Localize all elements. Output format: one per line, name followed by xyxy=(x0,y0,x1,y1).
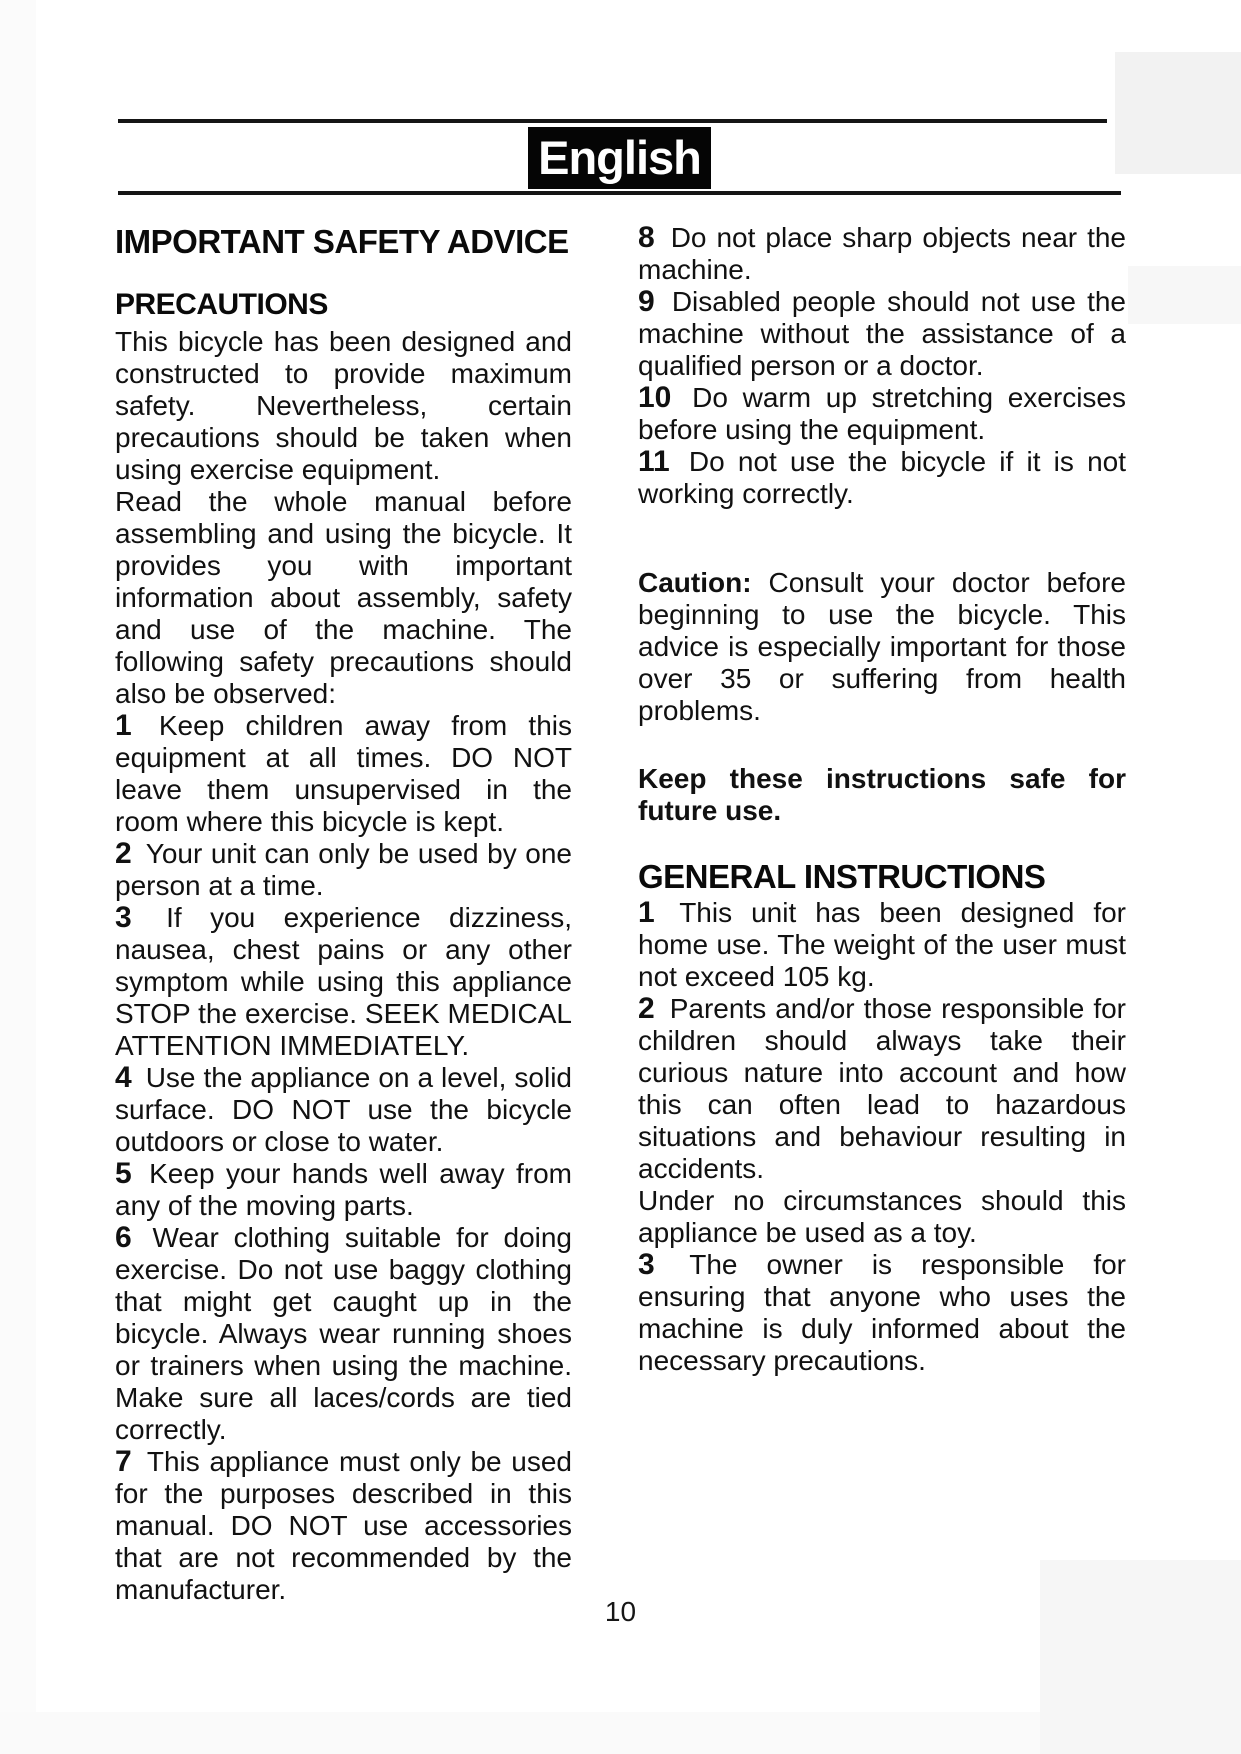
safety-item-6 xyxy=(115,1222,572,1446)
vertical-spacer xyxy=(638,510,1126,567)
item-number: 2 xyxy=(638,992,655,1025)
item-text: Do not place sharp objects near the machine. xyxy=(638,222,1126,285)
safety-item-11 xyxy=(638,446,1126,510)
caution-text: Consult your doctor before beginning to use the bicycle. This advice is especially important for those over 35 or suffering from health problems. xyxy=(638,567,1126,726)
language-label: English xyxy=(538,131,701,184)
keep-instructions-note: Keep these instructions safe for future use. xyxy=(638,763,1126,826)
safety-item-10 xyxy=(638,382,1126,446)
intro-paragraph-1: This bicycle has been designed and constructed to provide maximum safety. Nevertheless, certain precautions should be taken when using exercise equipment. xyxy=(115,326,572,485)
item-text: Wear clothing suitable for doing exercise. Do not use baggy clothing that might get caught up in the bicycle. Always wear running shoes or trainers when using the machine. Make sure all laces/cords are tied correctly. xyxy=(115,1222,573,1445)
header-bottom-rule xyxy=(118,191,1121,195)
item-number: 2 xyxy=(115,837,132,870)
item-number: 3 xyxy=(115,901,132,934)
intro-paragraph-2: Read the whole manual before assembling and using the bicycle. It provides you with important information about assembly, safety and use of the machine. The following safety precautions should also be observed: xyxy=(115,486,572,709)
scan-artifact xyxy=(0,1712,1241,1754)
item-number: 10 xyxy=(638,381,672,414)
safety-item-7 xyxy=(115,1446,572,1606)
safety-item-2 xyxy=(115,838,572,902)
item-text: Keep your hands well away from any of the moving parts. xyxy=(115,1158,573,1221)
item-text: Keep children away from this equipment at all times. DO NOT leave them unsupervised in the room where this bicycle is kept. xyxy=(115,710,572,837)
item-number: 7 xyxy=(115,1445,132,1478)
item-number: 5 xyxy=(115,1157,132,1190)
language-banner xyxy=(528,127,711,189)
item-number: 11 xyxy=(638,445,670,478)
item-text: Use the appliance on a level, solid surface. DO NOT use the bicycle outdoors or close to water. xyxy=(115,1062,573,1157)
general-item-3 xyxy=(638,1249,1126,1377)
section-title-important-safety-advice: IMPORTANT SAFETY ADVICE xyxy=(115,223,569,260)
page-number: 10 xyxy=(604,1596,637,1627)
safety-item-8 xyxy=(638,222,1126,286)
item-text: If you experience dizziness, nausea, chest pains or any other symptom while using this appliance STOP the exercise. SEEK MEDICAL ATTENTION IMMEDIATELY. xyxy=(115,902,572,1061)
item-number: 3 xyxy=(638,1248,655,1281)
safety-item-4 xyxy=(115,1062,572,1158)
item-text: Your unit can only be used by one person at a time. xyxy=(115,838,572,901)
item-text: Do warm up stretching exercises before using the equipment. xyxy=(638,382,1126,445)
general-item-1 xyxy=(638,897,1126,993)
item-number: 6 xyxy=(115,1221,132,1254)
item-number: 8 xyxy=(638,221,655,254)
caution-paragraph xyxy=(638,567,1126,727)
safety-item-1 xyxy=(115,710,572,838)
left-column xyxy=(115,222,572,1606)
item-number: 9 xyxy=(638,285,655,318)
safety-item-3 xyxy=(115,902,572,1062)
scan-artifact xyxy=(1128,266,1241,324)
caution-label: Caution: xyxy=(638,567,752,598)
item-text: This unit has been designed for home use. The weight of the user must not exceed 105 kg. xyxy=(638,897,1126,992)
item-text: This appliance must only be used for the purposes described in this manual. DO NOT use accessories that are not recommended by the manufacturer. xyxy=(115,1446,572,1605)
subsection-title-precautions: PRECAUTIONS xyxy=(115,288,328,321)
item-text: Parents and/or those responsible for children should always take their curious nature into account and how this can often lead to hazardous situations and behaviour resulting in accidents. xyxy=(638,993,1126,1184)
scan-artifact xyxy=(1115,52,1241,174)
item-text: Disabled people should not use the machine without the assistance of a qualified person or a doctor. xyxy=(638,286,1127,381)
item-number: 4 xyxy=(115,1061,132,1094)
general-item-2 xyxy=(638,993,1126,1185)
section-title-general-instructions: GENERAL INSTRUCTIONS xyxy=(638,858,1046,895)
item-text: Do not use the bicycle if it is not working correctly. xyxy=(638,446,1127,509)
safety-item-9 xyxy=(638,286,1126,382)
scan-artifact xyxy=(0,0,36,1754)
safety-item-5 xyxy=(115,1158,572,1222)
vertical-spacer xyxy=(638,727,1126,763)
scan-artifact xyxy=(1040,1560,1241,1754)
right-column xyxy=(638,222,1126,1377)
vertical-spacer xyxy=(638,827,1126,857)
item-number: 1 xyxy=(115,709,132,742)
header-top-rule xyxy=(118,119,1107,123)
item-text: The owner is responsible for ensuring that anyone who uses the machine is duly informed about the necessary precautions. xyxy=(638,1249,1126,1376)
general-item-2-continuation: Under no circumstances should this appliance be used as a toy. xyxy=(638,1185,1126,1248)
item-number: 1 xyxy=(638,896,655,929)
